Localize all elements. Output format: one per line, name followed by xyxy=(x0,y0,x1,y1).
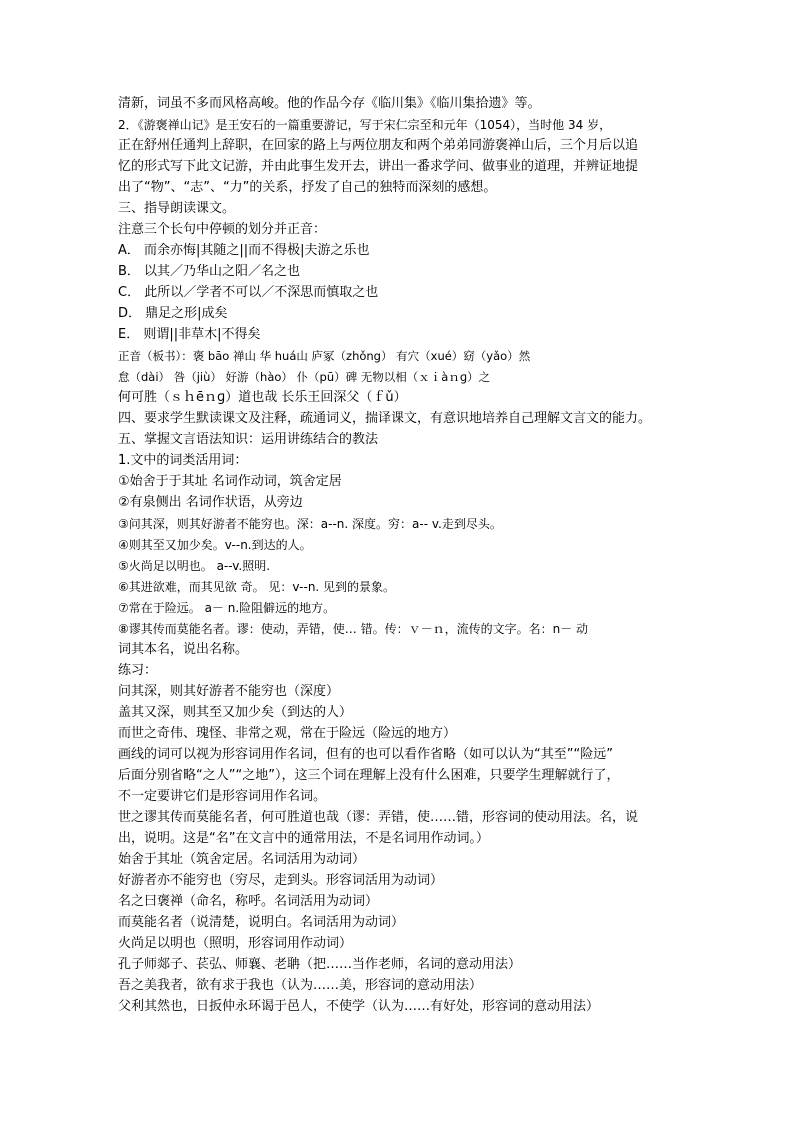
text-line: 1.文中的词类活用词： xyxy=(118,453,248,468)
section-heading: 练习： xyxy=(118,663,158,678)
text-line: 清新，词虽不多而风格高峻。他的作品今存《临川集》《临川集拾遗》等。 xyxy=(118,96,541,111)
text-line: 不一定要讲它们是形容词用作名词。 xyxy=(118,789,327,804)
list-item: B． 以其／乃华山之阳／名之也 xyxy=(118,264,301,279)
text-line: 问其深，则其好游者不能穷也（深度） xyxy=(118,684,340,699)
text-line: 正在舒州任通判上辞职，在回家的路上与两位朋友和两个弟弟同游褒禅山后，三个月后以追 xyxy=(118,138,639,153)
list-item: ②有泉侧出 名词作状语，从旁边 xyxy=(118,495,303,510)
text-line: 而世之奇伟、瑰怪、非常之观，常在于险远（险远的地方） xyxy=(118,726,457,741)
text-line: 世之谬其传而莫能名者，何可胜道也哉（谬：弄错，使……错，形容词的使动用法。名，说 xyxy=(118,810,639,825)
text-line: 吾之美我者，欲有求于我也（认为……美，形容词的意动用法） xyxy=(118,978,483,993)
list-item: ①始舍于于其址 名词作动词，筑舍定居 xyxy=(118,474,342,489)
section-heading: 五、掌握文言语法知识：运用讲练结合的教法 xyxy=(118,432,379,447)
text-line: 火尚足以明也（照明，形容词用作动词） xyxy=(118,936,353,951)
text-line: 何可胜（ｓｈēｎɡ）道也哉 长乐王回深父（ｆǔ） xyxy=(118,390,407,405)
text-line: 好游者亦不能穷也（穷尽，走到头。形容词活用为动词） xyxy=(118,873,444,888)
list-item: E． 则谓||非草木|不得矣 xyxy=(118,327,261,342)
list-item: C． 此所以／学者不可以／不深思而慎取之也 xyxy=(118,285,379,300)
text-line: 忆的形式写下此文记游，并由此事生发开去，讲出一番求学问、做事业的道理，并辨证地提 xyxy=(118,159,639,174)
list-item: ⑧谬其传而莫能名者。谬：使动，弄错，使… 错。传：ｖ－ｎ，流传的文字。名：n－ 动 xyxy=(118,622,588,636)
text-line: 父利其然也，日扳仲永环谒于邑人，不使学（认为……有好处，形容词的意动用法） xyxy=(118,999,600,1014)
text-line: 盖其又深，则其至又加少矣（到达的人） xyxy=(118,705,353,720)
text-line: 而莫能名者（说清楚，说明白。名词活用为动词） xyxy=(118,915,405,930)
text-line: 出了“物”、“志”、“力”的关系，抒发了自己的独特而深刻的感想。 xyxy=(118,180,497,195)
list-item: ⑤火尚足以明也。 a--v.照明. xyxy=(118,559,271,573)
section-heading: 三、指导朗读课文。 xyxy=(118,201,236,216)
text-line: 孔子师郯子、苌弘、师襄、老聃（把……当作老师，名词的意动用法） xyxy=(118,957,522,972)
text-line: 后面分别省略“之人”“之地”），这三个词在理解上没有什么困难，只要学生理解就行了， xyxy=(118,768,620,783)
text-line: 出，说明。这是“名”在文言中的通常用法，不是名词用作动词。） xyxy=(118,831,489,846)
list-item: A． 而余亦悔|其随之||而不得极|夫游之乐也 xyxy=(118,243,370,258)
text-line: 词其本名，说出名称。 xyxy=(118,642,249,657)
list-item: ⑥其进欲难，而其见欲 奇。 见：v--n. 见到的景象。 xyxy=(118,580,396,594)
list-item: D． 鼎足之形|成矣 xyxy=(118,306,228,321)
text-line: 怠（dài） 咎（jiù） 好游（hào） 仆（pū）碑 无物以相（ｘｉàｎɡ）之 xyxy=(118,370,491,384)
list-item: ④则其至又加少矣。v--n.到达的人。 xyxy=(118,538,312,552)
text-line: 始舍于其址（筑舍定居。名词活用为动词） xyxy=(118,852,366,867)
text-line: 画线的词可以视为形容词用作名词，但有的也可以看作省略（如可以认为“其至”“险远” xyxy=(118,747,613,762)
text-line: 正音（板书）：褒 bāo 禅山 华 huá山 庐冢（zhǒng） 有穴（xué）窈（yǎo）然 xyxy=(118,349,531,363)
text-line: 注意三个长句中停顿的划分并正音： xyxy=(118,222,327,237)
text-line: 名之曰褒禅（命名，称呼。名词活用为动词） xyxy=(118,894,379,909)
section-heading: 四、要求学生默读课文及注释，疏通词义，揣译课文，有意识地培养自己理解文言文的能力。 xyxy=(118,411,652,426)
list-item: ⑦常在于险远。 a－ n.险阻僻远的地方。 xyxy=(118,601,336,615)
text-line: 2．《游褒禅山记》是王安石的一篇重要游记，写于宋仁宗至和元年（1054），当时他 34 岁， xyxy=(118,118,612,132)
list-item: ③问其深，则其好游者不能穷也。深：a--n. 深度。穷：a-- v.走到尽头。 xyxy=(118,517,502,531)
